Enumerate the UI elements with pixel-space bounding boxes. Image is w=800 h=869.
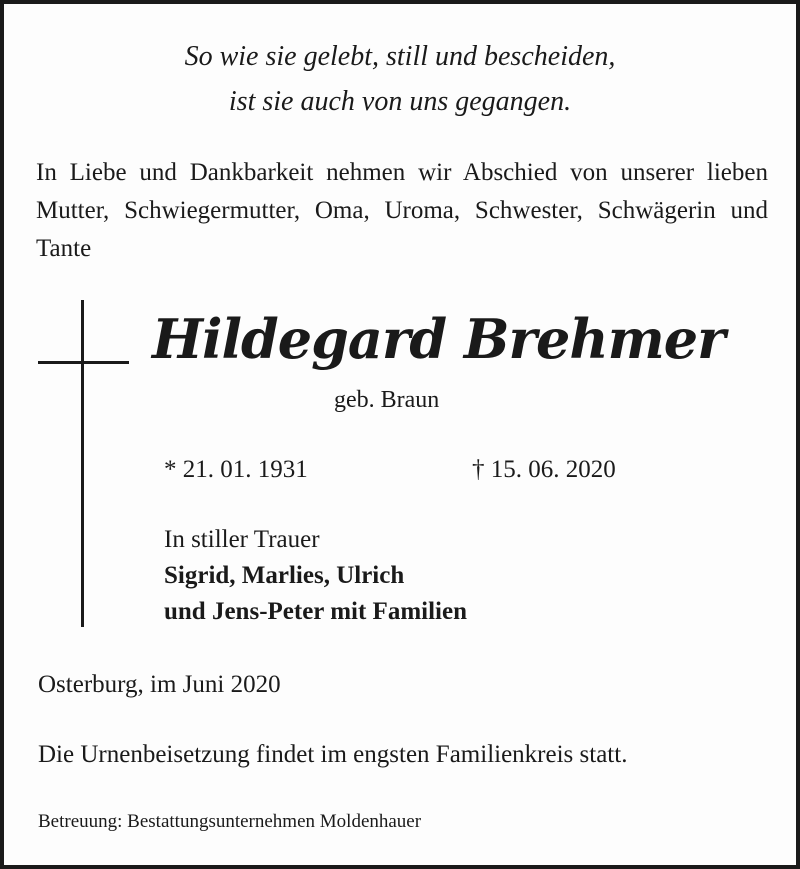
intro-text: In Liebe und Dankbarkeit nehmen wir Abschied von unserer lieben Mutter, Schwiegermutter, Oma, Uroma, Schwester, Schwägerin und Tante — [36, 159, 768, 262]
mourners-heading: In stiller Trauer — [164, 526, 320, 553]
mourners-names-line-2: und Jens-Peter mit Familien — [164, 598, 467, 625]
death-date: † 15. 06. 2020 — [472, 456, 616, 483]
birth-date: * 21. 01. 1931 — [164, 456, 308, 483]
cross-icon-horizontal-bar — [38, 361, 129, 364]
burial-note: Die Urnenbeisetzung findet im engsten Familienkreis statt. — [38, 741, 628, 768]
mourners-block — [164, 522, 467, 630]
funeral-home-credit: Betreuung: Bestattungsunternehmen Moldenhauer — [38, 811, 422, 832]
verse-line-2: ist sie auch von uns gegangen. — [228, 86, 572, 117]
deceased-name: Hildegard Brehmer — [152, 307, 725, 371]
verse-line-1: So wie sie gelebt, still und bescheiden, — [184, 41, 616, 72]
cross-icon-vertical-bar — [81, 300, 84, 627]
birth-name: geb. Braun — [334, 387, 440, 413]
place-date: Osterburg, im Juni 2020 — [38, 671, 281, 698]
mourners-names-line-1: Sigrid, Marlies, Ulrich — [164, 562, 405, 589]
memorial-verse — [4, 34, 796, 124]
